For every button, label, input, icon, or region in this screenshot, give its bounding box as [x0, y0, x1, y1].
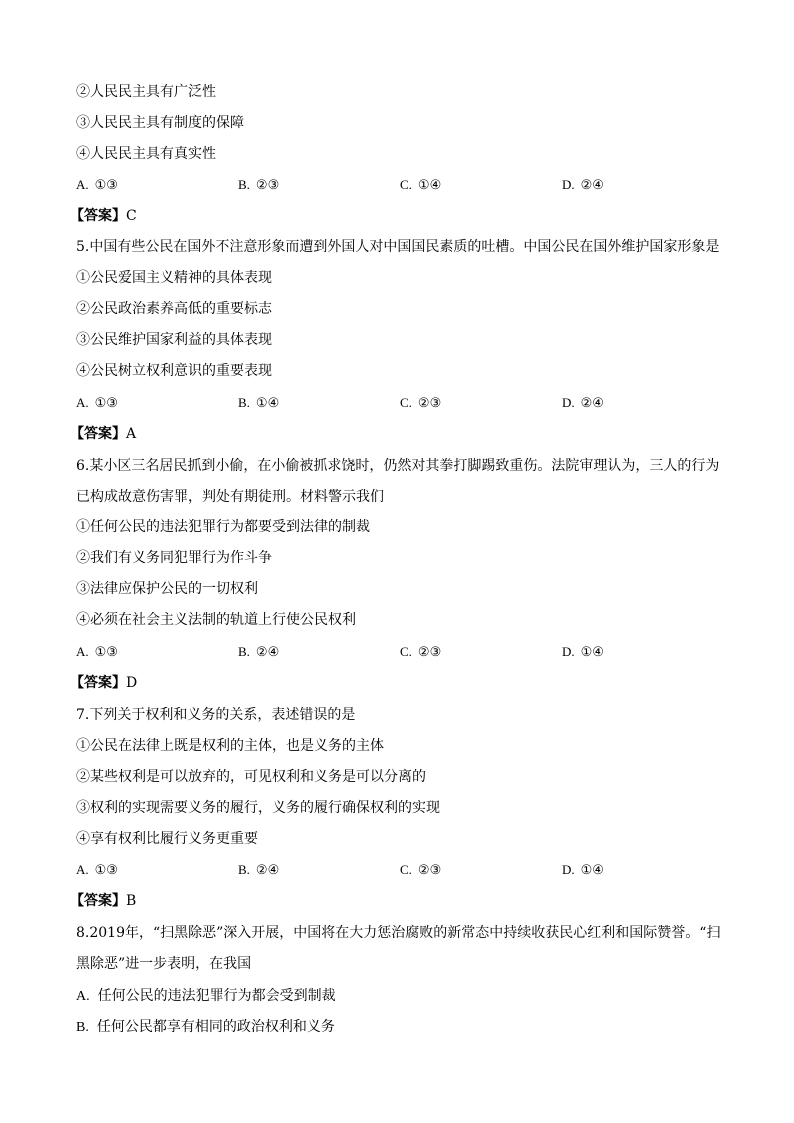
q7-statement-2: ②某些权利是可以放弃的，可见权利和义务是可以分离的: [76, 769, 426, 785]
q5-options: [76, 393, 676, 413]
option-text: ①④: [417, 178, 442, 193]
q5-answer: [70, 424, 136, 444]
q6-option-d: [562, 642, 604, 663]
q7-option-a: [76, 860, 118, 881]
q7-stem: 7.下列关于权利和义务的关系，表述错误的是: [76, 707, 356, 723]
q6-statement-4: ④必须在社会主义法制的轨道上行使公民权利: [76, 612, 356, 628]
option-text: ①④: [580, 863, 604, 878]
answer-value: D: [126, 675, 138, 691]
answer-label: 【答案】: [70, 893, 126, 909]
q4-option-d: [562, 175, 604, 196]
option-text: ②④: [255, 645, 280, 660]
q8-option-b: [76, 1017, 335, 1038]
option-letter: B.: [238, 644, 250, 659]
option-letter: B.: [76, 1020, 89, 1035]
option-letter: A.: [76, 862, 89, 877]
answer-label: 【答案】: [70, 426, 126, 442]
q4-answer: [70, 206, 137, 226]
q7-option-c: [400, 860, 441, 881]
q6-statement-2: ②我们有义务同犯罪行为作斗争: [76, 550, 272, 566]
option-text: ②③: [417, 396, 442, 411]
option-letter: C.: [400, 177, 412, 192]
option-text: ②④: [580, 178, 604, 193]
q5-statement-2: ②公民政治素养高低的重要标志: [76, 301, 272, 317]
q4-option-b: [238, 175, 279, 196]
q6-option-c: [400, 642, 441, 663]
answer-value: A: [126, 426, 137, 442]
option-text: ①③: [94, 645, 118, 660]
q4-option-c: [400, 175, 441, 196]
q6-option-a: [76, 642, 118, 663]
answer-label: 【答案】: [70, 208, 126, 224]
option-letter: C.: [400, 644, 412, 659]
q5-option-b: [238, 393, 279, 414]
option-letter: B.: [238, 862, 250, 877]
q7-option-d: [562, 860, 604, 881]
q5-stem: 5.中国有些公民在国外不注意形象而遭到外国人对中国国民素质的吐槽。中国公民在国外维护国家形象是: [76, 239, 720, 255]
q7-statement-3: ③权利的实现需要义务的履行，义务的履行确保权利的实现: [76, 800, 440, 816]
q5-statement-4: ④公民树立权利意识的重要表现: [76, 363, 272, 379]
option-letter: A.: [76, 177, 89, 192]
answer-value: C: [126, 208, 137, 224]
option-letter: B.: [238, 177, 250, 192]
option-text: ②③: [255, 178, 280, 193]
option-letter: C.: [400, 395, 412, 410]
q4-statement-4: ④人民民主具有真实性: [76, 146, 216, 162]
option-letter: A.: [76, 989, 90, 1004]
option-text: ①③: [94, 863, 118, 878]
option-text: 任何公民都享有相同的政治权利和义务: [96, 1019, 335, 1035]
option-letter: B.: [238, 395, 250, 410]
option-letter: D.: [562, 177, 575, 192]
q6-option-b: [238, 642, 279, 663]
option-text: ②③: [417, 863, 442, 878]
q5-statement-3: ③公民维护国家利益的具体表现: [76, 332, 272, 348]
option-letter: A.: [76, 395, 89, 410]
q5-statement-1: ①公民爱国主义精神的具体表现: [76, 270, 272, 286]
option-text: ①③: [94, 396, 118, 411]
q5-option-a: [76, 393, 118, 414]
option-text: ①④: [255, 396, 280, 411]
answer-value: B: [126, 893, 137, 909]
option-letter: D.: [562, 395, 575, 410]
option-letter: C.: [400, 862, 412, 877]
option-letter: D.: [562, 862, 575, 877]
q4-options: [76, 175, 676, 195]
option-text: ②③: [417, 645, 442, 660]
option-text: 任何公民的违法犯罪行为都会受到制裁: [97, 988, 336, 1004]
q7-statement-4: ④享有权利比履行义务更重要: [76, 831, 258, 847]
q6-options: [76, 642, 676, 662]
q6-statement-3: ③法律应保护公民的一切权利: [76, 581, 258, 597]
option-text: ②④: [255, 863, 280, 878]
q8-option-a: [76, 986, 336, 1007]
q6-statement-1: ①任何公民的违法犯罪行为都要受到法律的制裁: [76, 519, 370, 535]
q6-stem: 6.某小区三名居民抓到小偷，在小偷被抓求饶时，仍然对其拳打脚踢致重伤。法院审理认为，三人的行为已构成故意伤害罪，判处有期徒刑。材料警示我们: [76, 458, 720, 505]
q4-option-a: [76, 175, 118, 196]
q7-statement-1: ①公民在法律上既是权利的主体，也是义务的主体: [76, 738, 384, 754]
answer-label: 【答案】: [70, 675, 126, 691]
q4-statement-3: ③人民民主具有制度的保障: [76, 115, 244, 131]
q5-option-d: [562, 393, 604, 414]
option-letter: A.: [76, 644, 89, 659]
option-text: ①④: [580, 645, 604, 660]
option-text: ②④: [580, 396, 604, 411]
q8-stem: 8.2019年，“扫黑除恶”深入开展，中国将在大力惩治腐败的新常态中持续收获民心红利和国际赞誉。“扫黑除恶”进一步表明，在我国: [76, 925, 721, 972]
option-letter: D.: [562, 644, 575, 659]
q5-option-c: [400, 393, 441, 414]
q7-answer: [70, 891, 136, 911]
q4-statement-2: ②人民民主具有广泛性: [76, 84, 216, 100]
q7-option-b: [238, 860, 279, 881]
q7-options: [76, 860, 676, 880]
option-text: ①③: [94, 178, 118, 193]
q6-answer: [70, 673, 137, 693]
